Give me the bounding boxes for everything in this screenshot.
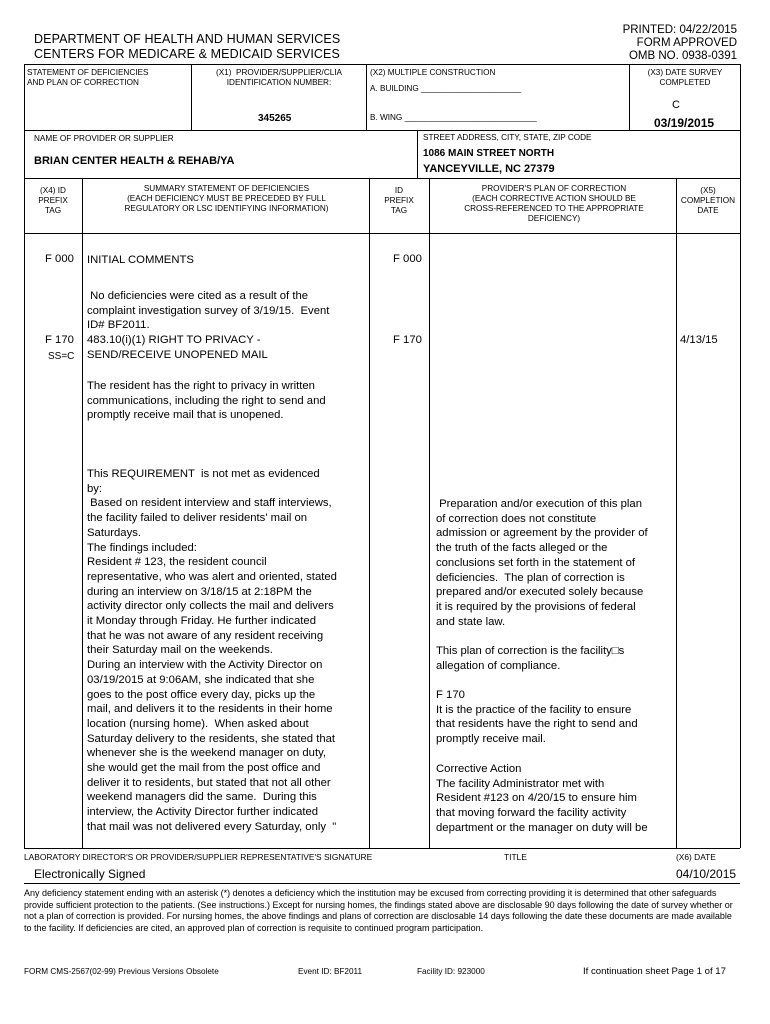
- x3-label: (X3) DATE SURVEY COMPLETED: [647, 68, 723, 87]
- building-field: A. BUILDING ______________________: [370, 84, 522, 93]
- tag-f170: F 170: [45, 334, 74, 346]
- summary-block-3: This REQUIREMENT is not met as evidenced by: Based on resident interview and staff interviews, the facility failed to deliver residents' mail on Saturdays. The findings included: Resident # 123, the resident council representative, who was alert and oriented, stated during an interview on 3/18/15 at 2:18PM the activity director only collects the mail and delivers it Monday through Friday. He further indicated that he was not aware of any resident receiving their Saturday mail on the weekends. During an interview with the Activity Director on 03/19/2015 at 9:06AM, she indicated that she goes to the post office every day, picks up the mail, and delivers it to the residents in their home location (nursing home). When asked about Saturday delivery to the residents, she stated that whenever she is the weekend manager on duty, she would get the mail from the post office and deliver it to residents, but stated that not all other weekend managers did the same. During this interview, the Activity Director further indicated that mail was not delivered every Saturday, only ": [87, 468, 337, 833]
- facility-id: Facility ID: 923000: [417, 967, 485, 976]
- col-x4-header: (X4) ID PREFIX TAG: [38, 186, 68, 215]
- plan-block-1: Preparation and/or execution of this plan of correction does not constitute admission or agreement by the provider of the truth of the facts alleged or the conclusions set forth in the statement of deficiencies. The plan of correction is prepared and/or executed solely because it is required by the provisions of federal and state law.: [436, 498, 648, 628]
- col-plan-header: PROVIDER'S PLAN OF CORRECTION (EACH CORRECTIVE ACTION SHOULD BE CROSS-REFERENCED TO THE APPROPRIATE DEFICIENCY): [464, 184, 644, 223]
- signature-date: 04/10/2015: [676, 867, 737, 881]
- col-id-prefix-header: ID PREFIX TAG: [384, 186, 414, 215]
- page-indicator: If continuation sheet Page 1 of 17: [583, 966, 726, 977]
- survey-date: 03/19/2015: [654, 116, 715, 130]
- tag-f000: F 000: [45, 253, 74, 265]
- address-street: 1086 MAIN STREET NORTH: [423, 148, 555, 159]
- x1-label: (X1) PROVIDER/SUPPLIER/CLIA IDENTIFICATION NUMBER:: [215, 68, 343, 87]
- disclaimer-text: Any deficiency statement ending with an asterisk (*) denotes a deficiency which the institution may be excused from correcting providing it is determined that other safeguards provide sufficient protection to the patients. (See instructions.) Except for nursing homes, the findings stated above are disclosable 90 days following the date of survey whether or not a plan of correction is provided. For nursing homes, the above findings and plans of correction are disclosable 14 days following the date these documents are made available to the facility. If deficiencies are cited, an approved plan of correction is requisite to continued program participation.: [24, 888, 733, 933]
- signature-label: LABORATORY DIRECTOR'S OR PROVIDER/SUPPLIER REPRESENTATIVE'S SIGNATURE: [24, 852, 373, 862]
- summary-block-2: The resident has the right to privacy in written communications, including the right to send and promptly receive mail that is unopened.: [87, 380, 326, 422]
- agency-name: DEPARTMENT OF HEALTH AND HUMAN SERVICES: [34, 32, 341, 46]
- tag-f170-plan: F 170: [393, 334, 422, 346]
- tag-f000-plan: F 000: [393, 253, 422, 265]
- omb-number: OMB NO. 0938-0391: [628, 50, 737, 62]
- date-label: (X6) DATE: [676, 852, 716, 862]
- survey-code: C: [672, 99, 680, 111]
- provider-name-label: NAME OF PROVIDER OR SUPPLIER: [34, 134, 174, 143]
- initial-comments: INITIAL COMMENTS: [87, 254, 194, 266]
- provider-number: 345265: [258, 113, 292, 124]
- scope-severity: SS=C: [48, 351, 75, 362]
- agency-subname: CENTERS FOR MEDICARE & MEDICAID SERVICES: [34, 47, 340, 61]
- title-label: TITLE: [504, 852, 527, 862]
- form-approved: FORM APPROVED: [636, 37, 737, 49]
- col-x5-header: (X5) COMPLETION DATE: [680, 186, 736, 215]
- printed-date: PRINTED: 04/22/2015: [622, 24, 737, 36]
- provider-name: BRIAN CENTER HEALTH & REHAB/YA: [34, 155, 235, 167]
- statement-label: STATEMENT OF DEFICIENCIES AND PLAN OF CORRECTION: [27, 68, 149, 87]
- wing-field: B. WING _____________________________: [370, 113, 537, 122]
- plan-block-4: Corrective Action The facility Administrator met with Resident #123 on 4/20/15 to ensure him that moving forward the facility activity department or the manager on duty will be: [436, 763, 648, 834]
- x2-label: (X2) MULTIPLE CONSTRUCTION: [370, 68, 496, 77]
- signature-value: Electronically Signed: [34, 867, 146, 881]
- address-label: STREET ADDRESS, CITY, STATE, ZIP CODE: [423, 133, 592, 142]
- event-id: Event ID: BF2011: [298, 967, 363, 976]
- plan-block-2: This plan of correction is the facility□s allegation of compliance.: [436, 645, 625, 672]
- address-city: YANCEYVILLE, NC 27379: [423, 163, 555, 175]
- plan-block-3: F 170 It is the practice of the facility to ensure that residents have the right to send and promptly receive mail.: [436, 689, 638, 746]
- form-number: FORM CMS-2567(02-99) Previous Versions Obsolete: [24, 967, 219, 976]
- summary-block-1: No deficiencies were cited as a result of the complaint investigation survey of 3/19/15. Event ID# BF2011. 483.10(i)(1) RIGHT TO PRIVACY - SEND/RECEIVE UNOPENED MAIL: [87, 290, 330, 361]
- col-summary-header: SUMMARY STATEMENT OF DEFICIENCIES (EACH DEFICIENCY MUST BE PRECEDED BY FULL REGULATORY OR LSC IDENTIFYING INFORMATION): [124, 184, 329, 213]
- completion-date: 4/13/15: [680, 334, 718, 346]
